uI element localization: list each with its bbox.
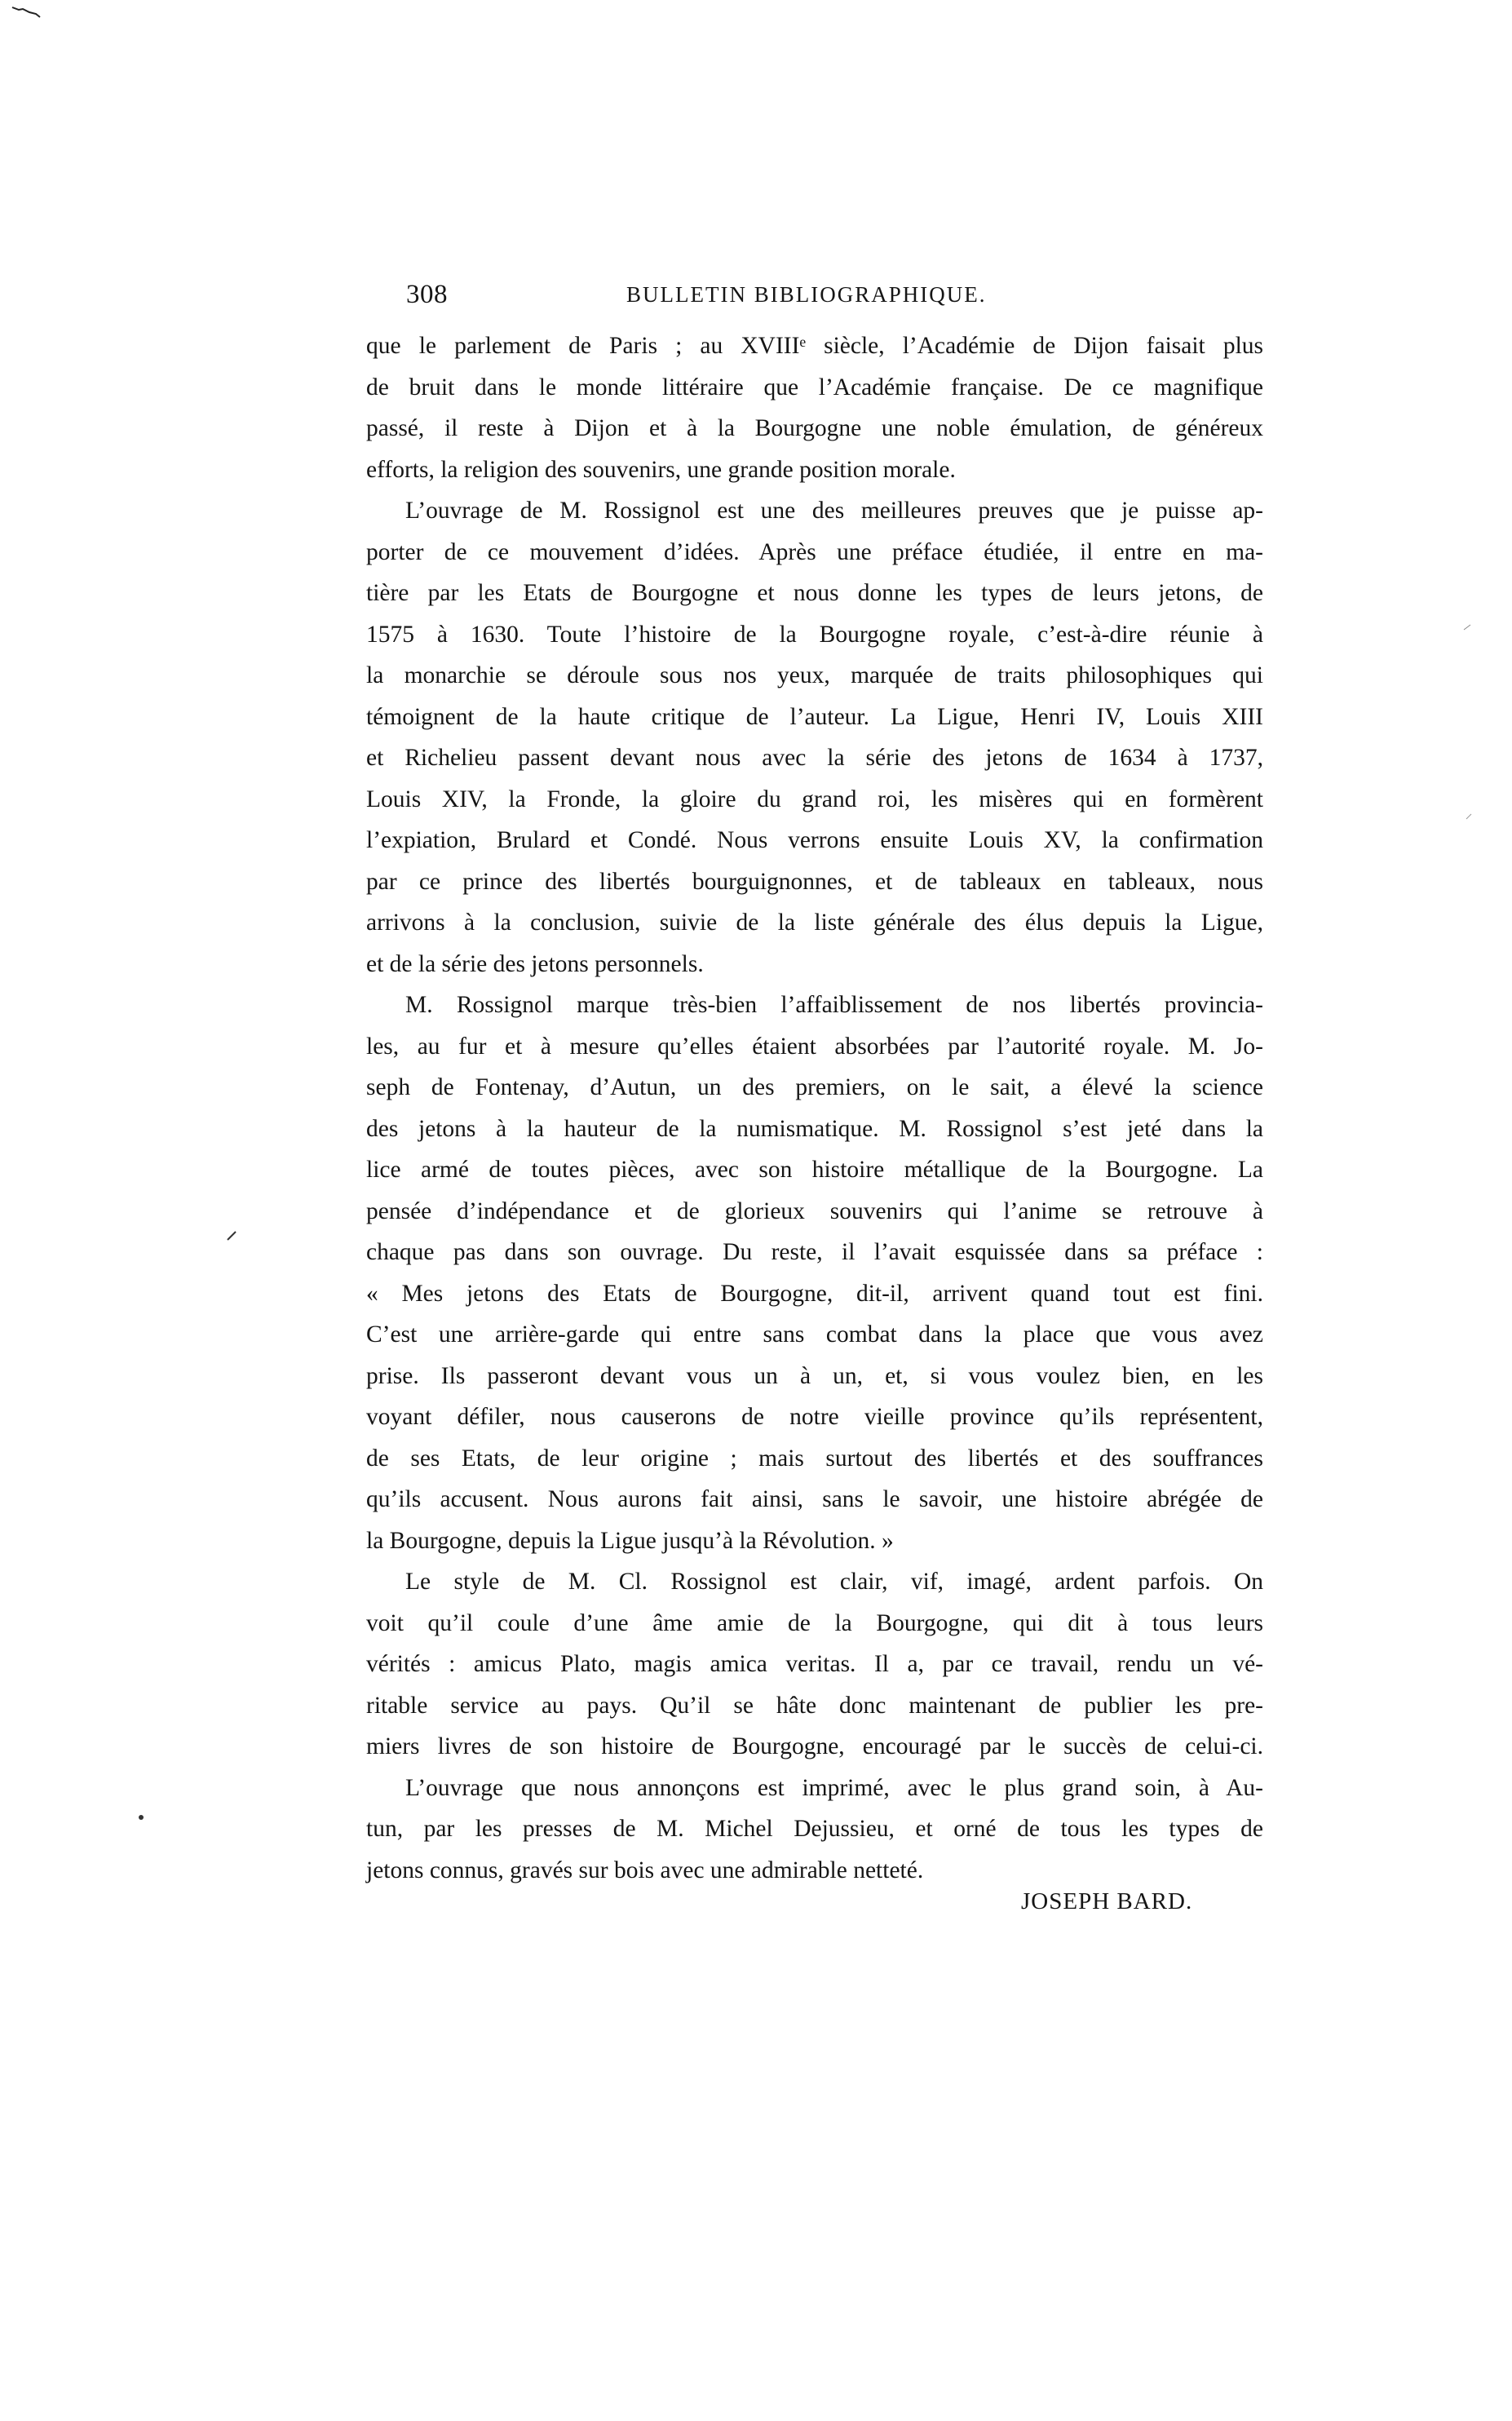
margin-speck-mark [1463,811,1474,822]
article-body [366,325,1263,1891]
text-line: et Richelieu passent devant nous avec la série des jetons de 1634 à 1737, [366,745,1263,771]
text-line: chaque pas dans son ouvrage. Du reste, il l’avait esquissée dans sa préface : [366,1239,1263,1265]
text-line: pensée d’indépendance et de glorieux souvenirs qui l’anime se retrouve à [366,1197,1263,1224]
text-line: que le parlement de Paris ; au XVIIIᵉ siècle, l’Académie de Dijon faisait plus [366,333,1263,359]
text-line: passé, il reste à Dijon et à la Bourgogne une noble émulation, de généreux [366,415,1263,441]
text-line: Le style de M. Cl. Rossignol est clair, vif, imagé, ardent parfois. On [405,1569,1263,1595]
margin-speck-mark [1461,622,1473,633]
text-line: et de la série des jetons personnels. [366,950,704,977]
text-line: L’ouvrage de M. Rossignol est une des meilleures preuves que je puisse ap- [405,498,1263,524]
text-line: des jetons à la hauteur de la numismatique. M. Rossignol s’est jeté dans la [366,1115,1263,1142]
text-line: prise. Ils passeront devant vous un à un, et, si vous voulez bien, en les [366,1362,1263,1389]
ink-blot-mark [11,5,41,20]
text-line: l’expiation, Brulard et Condé. Nous verrons ensuite Louis XV, la confirmation [366,827,1263,853]
text-line: « Mes jetons des Etats de Bourgogne, dit-il, arrivent quand tout est fini. [366,1280,1263,1307]
text-line: porter de ce mouvement d’idées. Après une préface étudiée, il entre en ma- [366,538,1263,565]
text-line: lice armé de toutes pièces, avec son histoire métallique de la Bourgogne. La [366,1157,1263,1183]
text-line: ritable service au pays. Qu’il se hâte donc maintenant de publier les pre- [366,1692,1263,1719]
text-line: tière par les Etats de Bourgogne et nous donne les types de leurs jetons, de [366,580,1263,606]
text-line: voyant défiler, nous causerons de notre vieille province qu’ils représentent, [366,1404,1263,1430]
text-line: de bruit dans le monde littéraire que l’Académie française. De ce magnifique [366,374,1263,401]
text-line: qu’ils accusent. Nous aurons fait ainsi, sans le savoir, une histoire abrégée de [366,1486,1263,1512]
margin-tick-mark [226,1230,237,1241]
margin-dot-mark [135,1812,147,1823]
running-title: BULLETIN BIBLIOGRAPHIQUE. [626,282,987,307]
running-head [406,274,1262,315]
text-line: efforts, la religion des souvenirs, une grande position morale. [366,456,956,483]
text-line: tun, par les presses de M. Michel Dejussieu, et orné de tous les types de [366,1816,1263,1842]
text-line: 1575 à 1630. Toute l’histoire de la Bourgogne royale, c’est-à-dire réunie à [366,621,1263,648]
text-line: la Bourgogne, depuis la Ligue jusqu’à la Révolution. » [366,1527,894,1554]
text-line: de ses Etats, de leur origine ; mais surtout des libertés et des souffrances [366,1445,1263,1472]
text-line: jetons connus, gravés sur bois avec une admirable netteté. [366,1857,924,1883]
text-line: les, au fur et à mesure qu’elles étaient absorbées par l’autorité royale. M. Jo- [366,1033,1263,1060]
text-line: voit qu’il coule d’une âme amie de la Bourgogne, qui dit à tous leurs [366,1609,1263,1636]
text-line: L’ouvrage que nous annonçons est imprimé, avec le plus grand soin, à Au- [405,1774,1263,1801]
text-line: témoignent de la haute critique de l’auteur. La Ligue, Henri IV, Louis XIII [366,703,1263,730]
text-line: la monarchie se déroule sous nos yeux, marquée de traits philosophiques qui [366,662,1263,688]
text-line: arrivons à la conclusion, suivie de la liste générale des élus depuis la Ligue, [366,910,1263,936]
text-line: seph de Fontenay, d’Autun, un des premiers, on le sait, a élevé la science [366,1074,1263,1100]
text-line: vérités : amicus Plato, magis amica veritas. Il a, par ce travail, rendu un vé- [366,1651,1263,1677]
text-line: M. Rossignol marque très-bien l’affaiblissement de nos libertés provincia- [405,992,1263,1018]
text-line: miers livres de son histoire de Bourgogne, encouragé par le succès de celui-ci. [366,1733,1263,1759]
page-number: 308 [406,280,448,309]
text-line: C’est une arrière-garde qui entre sans combat dans la place que vous avez [366,1321,1263,1348]
text-line: par ce prince des libertés bourguignonnes, et de tableaux en tableaux, nous [366,868,1263,895]
text-line: Louis XIV, la Fronde, la gloire du grand roi, les misères qui en formèrent [366,786,1263,812]
author-signature: JOSEPH BARD. [1021,1888,1193,1914]
